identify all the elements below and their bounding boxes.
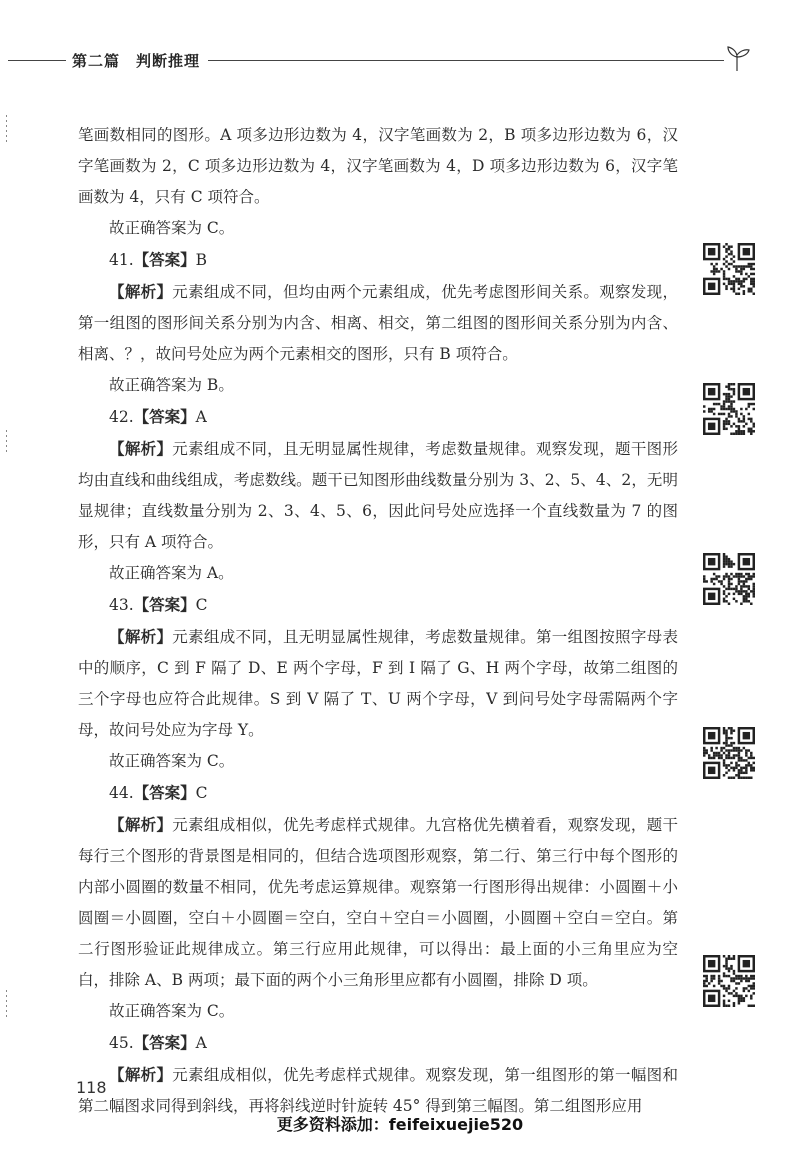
- analysis-tag: 【解析】: [109, 439, 173, 458]
- qr-code-icon: [703, 383, 755, 435]
- answer-line-42: [78, 401, 678, 433]
- answer-line-45: [78, 1027, 678, 1059]
- margin-mark: [6, 115, 7, 145]
- analysis-text: 元素组成相似，优先考虑样式规律。九宫格优先横着看，观察发现，题干每行三个图形的背景图是相同的，但结合选项图形观察，第二行、第三行中每个图形的内部小圆圈的数量不相同，优先考虑运算规律。观察第一行图形得出规律：小圆圈＋小圆圈＝小圆圈，空白＋小圆圈＝空白，空白＋空白＝小圆圈，小圆圈＋空白＝空白。第二行图形验证此规律成立。第三行应用此规律，可以得出：最上面的小三角里应为空白，排除 A、B 两项；最下面的两个小三角形里应都有小圆圈，排除 D 项。: [78, 816, 678, 989]
- answer-value: B: [195, 251, 208, 269]
- answer-value: C: [195, 784, 208, 802]
- intro-paragraph: 笔画数相同的图形。A 项多边形边数为 4，汉字笔画数为 2，B 项多边形边数为 6，汉字笔画数为 2，C 项多边形边数为 4，汉字笔画数为 4，D 项多边形边数为 6，汉字笔画数为 4，只有 C 项符合。: [78, 126, 678, 206]
- answer-value: A: [195, 1034, 207, 1052]
- analysis-tag: 【解析】: [109, 815, 173, 834]
- question-number: 45.: [109, 1034, 134, 1052]
- question-number: 43.: [109, 596, 134, 614]
- footer-note: 更多资料添加：feifeixuejie520: [276, 1115, 524, 1134]
- header-rule-left: [8, 60, 66, 61]
- question-number: 44.: [109, 784, 134, 802]
- section-title: 第二篇 判断推理: [72, 52, 201, 70]
- analysis-tag: 【解析】: [109, 627, 173, 646]
- answer-line-43: [78, 589, 678, 621]
- main-content: [78, 120, 678, 1122]
- analysis-tag: 【解析】: [109, 1065, 173, 1084]
- running-header: [0, 44, 800, 80]
- analysis-43: [78, 621, 678, 746]
- conclusion-41: 故正确答案为 B。: [109, 376, 234, 394]
- qr-code-icon: [703, 243, 755, 295]
- analysis-44: [78, 809, 678, 996]
- margin-mark: [6, 430, 7, 454]
- conclusion-43: 故正确答案为 C。: [109, 752, 235, 770]
- analysis-text: 元素组成不同，且无明显属性规律，考虑数量规律。第一组图按照字母表中的顺序，C 到 F 隔了 D、E 两个字母，F 到 I 隔了 G、H 两个字母，故第二组图的三个字母也应符合此规律。S 到 V 隔了 T、U 两个字母，V 到问号处字母需隔两个字母，故问号处应为字母 Y。: [78, 628, 678, 739]
- analysis-tag: 【解析】: [109, 282, 173, 301]
- answer-value: A: [195, 408, 207, 426]
- header-rule-right: [208, 60, 724, 61]
- sprout-icon: [722, 44, 752, 72]
- question-number: 41.: [109, 251, 134, 269]
- analysis-42: [78, 433, 678, 558]
- analysis-text: 元素组成相似，优先考虑样式规律。观察发现，第一组图形的第一幅图和第二幅图求同得到斜线，再将斜线逆时针旋转 45° 得到第三幅图。第二组图形应用: [78, 1066, 678, 1115]
- conclusion-44: 故正确答案为 C。: [109, 1002, 235, 1020]
- answer-line-41: [78, 244, 678, 276]
- answer-value: C: [195, 596, 208, 614]
- margin-mark: [6, 990, 7, 1020]
- answer-line-44: [78, 777, 678, 809]
- intro-conclusion: 故正确答案为 C。: [109, 219, 235, 237]
- analysis-41: [78, 276, 678, 370]
- answer-tag: 【答案】: [133, 783, 196, 802]
- qr-code-icon: [703, 727, 755, 779]
- page-number: 118: [76, 1078, 107, 1097]
- answer-tag: 【答案】: [133, 250, 196, 269]
- answer-tag: 【答案】: [133, 407, 196, 426]
- question-number: 42.: [109, 408, 134, 426]
- qr-code-icon: [703, 553, 755, 605]
- answer-tag: 【答案】: [133, 595, 196, 614]
- answer-tag: 【答案】: [133, 1033, 196, 1052]
- qr-code-icon: [703, 955, 755, 1007]
- analysis-text: 元素组成不同，但均由两个元素组成，优先考虑图形间关系。观察发现，第一组图的图形间关系分别为内含、相离、相交，第二组图的图形间关系分别为内含、相离、？，故问号处应为两个元素相交的图形，只有 B 项符合。: [78, 283, 678, 363]
- conclusion-42: 故正确答案为 A。: [109, 564, 234, 582]
- analysis-text: 元素组成不同，且无明显属性规律，考虑数量规律。观察发现，题干图形均由直线和曲线组成，考虑数线。题干已知图形曲线数量分别为 3、2、5、4、2，无明显规律；直线数量分别为 2、3、4、5、6，因此问号处应选择一个直线数量为 7 的图形，只有 A 项符合。: [78, 440, 678, 551]
